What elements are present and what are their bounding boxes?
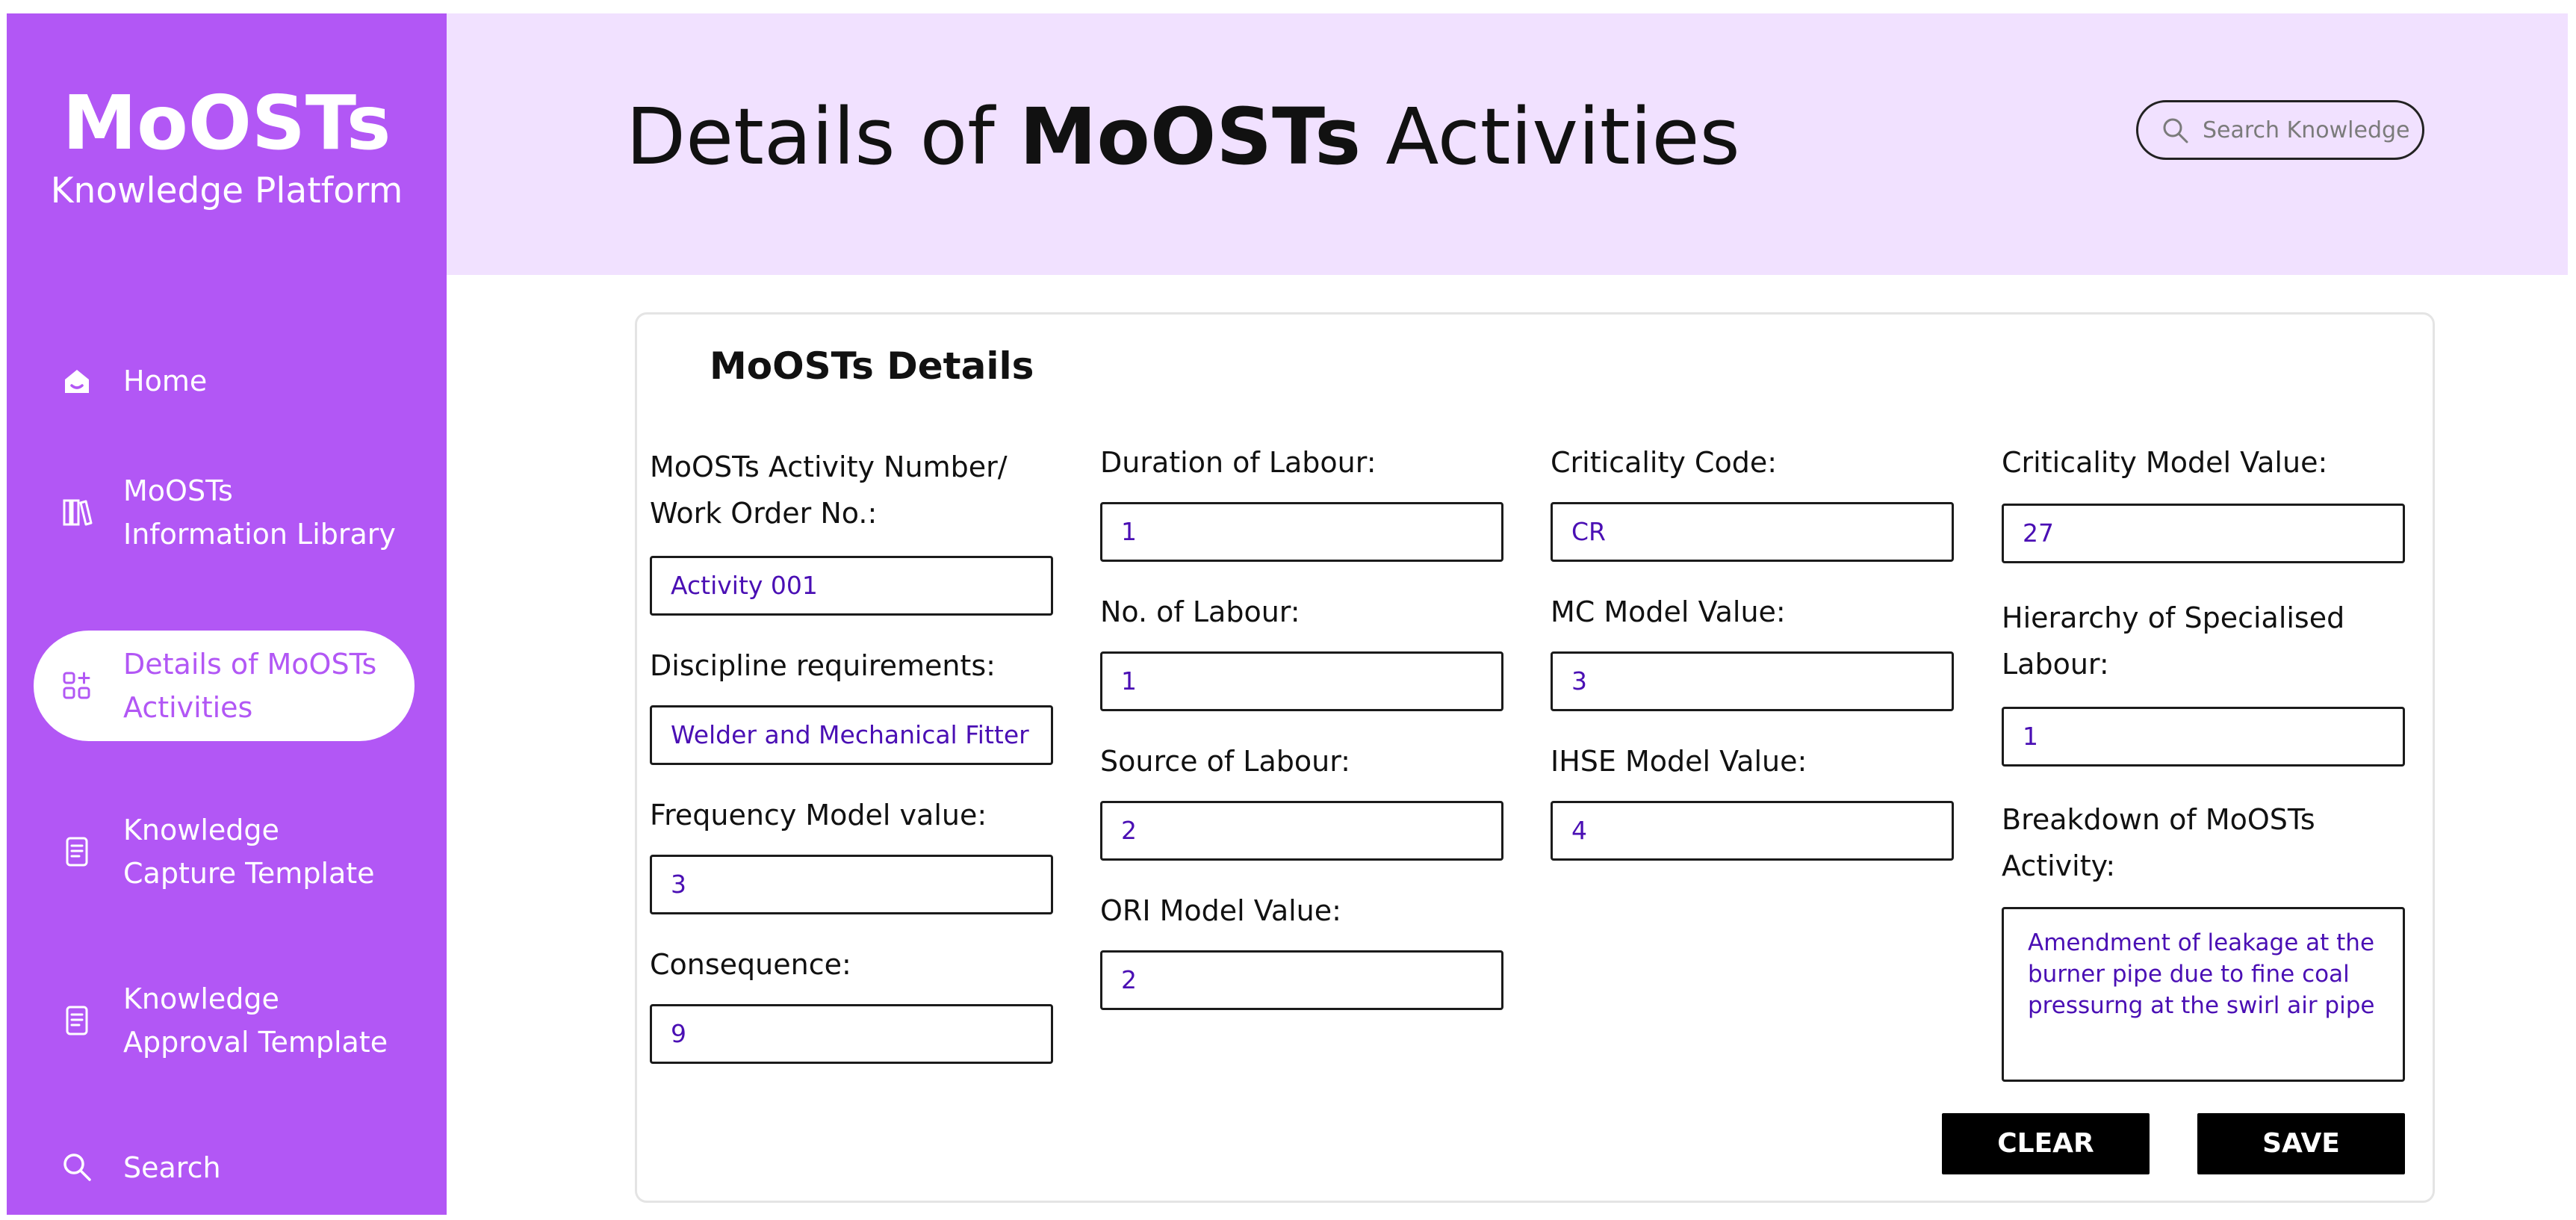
page-title <box>626 88 1740 185</box>
no-of-labour-input[interactable]: 1 <box>1100 651 1503 711</box>
page-title-prefix: Details of <box>626 91 1019 182</box>
sidebar-item-label: Details of MoOSTs Activities <box>123 648 377 724</box>
sidebar-item-label: Knowledge Capture Template <box>123 814 375 890</box>
criticality-code-input[interactable]: CR <box>1551 502 1954 562</box>
criticality-model-label: Criticality Model Value: <box>2002 446 2328 479</box>
home-icon <box>60 365 93 397</box>
library-icon <box>60 496 93 529</box>
page-header <box>447 13 2568 275</box>
duration-of-labour-input[interactable]: 1 <box>1100 502 1503 562</box>
hierarchy-input[interactable]: 1 <box>2002 707 2405 767</box>
apps-add-icon <box>60 669 93 702</box>
sidebar-item-information-library[interactable] <box>34 460 415 565</box>
ihse-model-label: IHSE Model Value: <box>1551 745 1807 778</box>
sidebar <box>7 13 447 1215</box>
frequency-model-input[interactable]: 3 <box>650 855 1053 914</box>
search-icon <box>2161 116 2191 146</box>
mc-model-input[interactable]: 3 <box>1551 651 1954 711</box>
breakdown-label: Breakdown of MoOSTs Activity: <box>2002 803 2315 882</box>
document-icon <box>60 835 93 868</box>
brand-subtitle: Knowledge Platform <box>50 170 403 211</box>
criticality-code-label: Criticality Code: <box>1551 446 1778 479</box>
duration-of-labour-label: Duration of Labour: <box>1100 446 1377 479</box>
search-placeholder: Search Knowledge <box>2203 117 2410 143</box>
no-of-labour-label: No. of Labour: <box>1100 595 1300 628</box>
card-title: MoOSTs Details <box>710 344 1034 388</box>
sidebar-item-search[interactable] <box>34 1134 415 1201</box>
sidebar-item-home[interactable] <box>34 344 415 418</box>
mc-model-label: MC Model Value: <box>1551 595 1786 628</box>
ori-model-label: ORI Model Value: <box>1100 894 1341 927</box>
clear-button[interactable]: CLEAR <box>1942 1113 2150 1174</box>
sidebar-item-knowledge-capture-template[interactable] <box>34 799 415 904</box>
discipline-requirements-label: Discipline requirements: <box>650 649 996 682</box>
breakdown-textarea[interactable]: Amendment of leakage at the burner pipe due to fine coal pressurng at the swirl air pipe <box>2002 907 2405 1082</box>
brand-title: MoOSTs <box>62 79 391 167</box>
search-input[interactable] <box>2136 100 2424 160</box>
discipline-requirements-input[interactable]: Welder and Mechanical Fitter <box>650 705 1053 765</box>
ihse-model-input[interactable]: 4 <box>1551 801 1954 861</box>
sidebar-item-label: Search <box>123 1151 221 1184</box>
consequence-input[interactable]: 9 <box>650 1004 1053 1064</box>
sidebar-item-label: Knowledge Approval Template <box>123 982 388 1059</box>
sidebar-item-knowledge-approval-template[interactable] <box>34 968 415 1073</box>
page-title-suffix: Activities <box>1361 91 1740 182</box>
consequence-label: Consequence: <box>650 948 851 981</box>
sidebar-item-details-of-moosts-activities[interactable] <box>34 631 415 741</box>
search-icon <box>60 1151 93 1183</box>
activity-number-input[interactable]: Activity 001 <box>650 556 1053 616</box>
sidebar-item-label: MoOSTs Information Library <box>123 474 396 551</box>
hierarchy-label: Hierarchy of Specialised Labour: <box>2002 601 2345 681</box>
ori-model-input[interactable]: 2 <box>1100 950 1503 1010</box>
source-of-labour-label: Source of Labour: <box>1100 745 1350 778</box>
activity-number-label: MoOSTs Activity Number/ Work Order No.: <box>650 450 1008 530</box>
page-title-bold: MoOSTs <box>1019 91 1362 182</box>
criticality-model-input[interactable]: 27 <box>2002 504 2405 563</box>
save-button[interactable]: SAVE <box>2197 1113 2405 1174</box>
document-icon <box>60 1004 93 1037</box>
source-of-labour-input[interactable]: 2 <box>1100 801 1503 861</box>
sidebar-item-label: Home <box>123 365 208 397</box>
frequency-model-label: Frequency Model value: <box>650 799 987 832</box>
